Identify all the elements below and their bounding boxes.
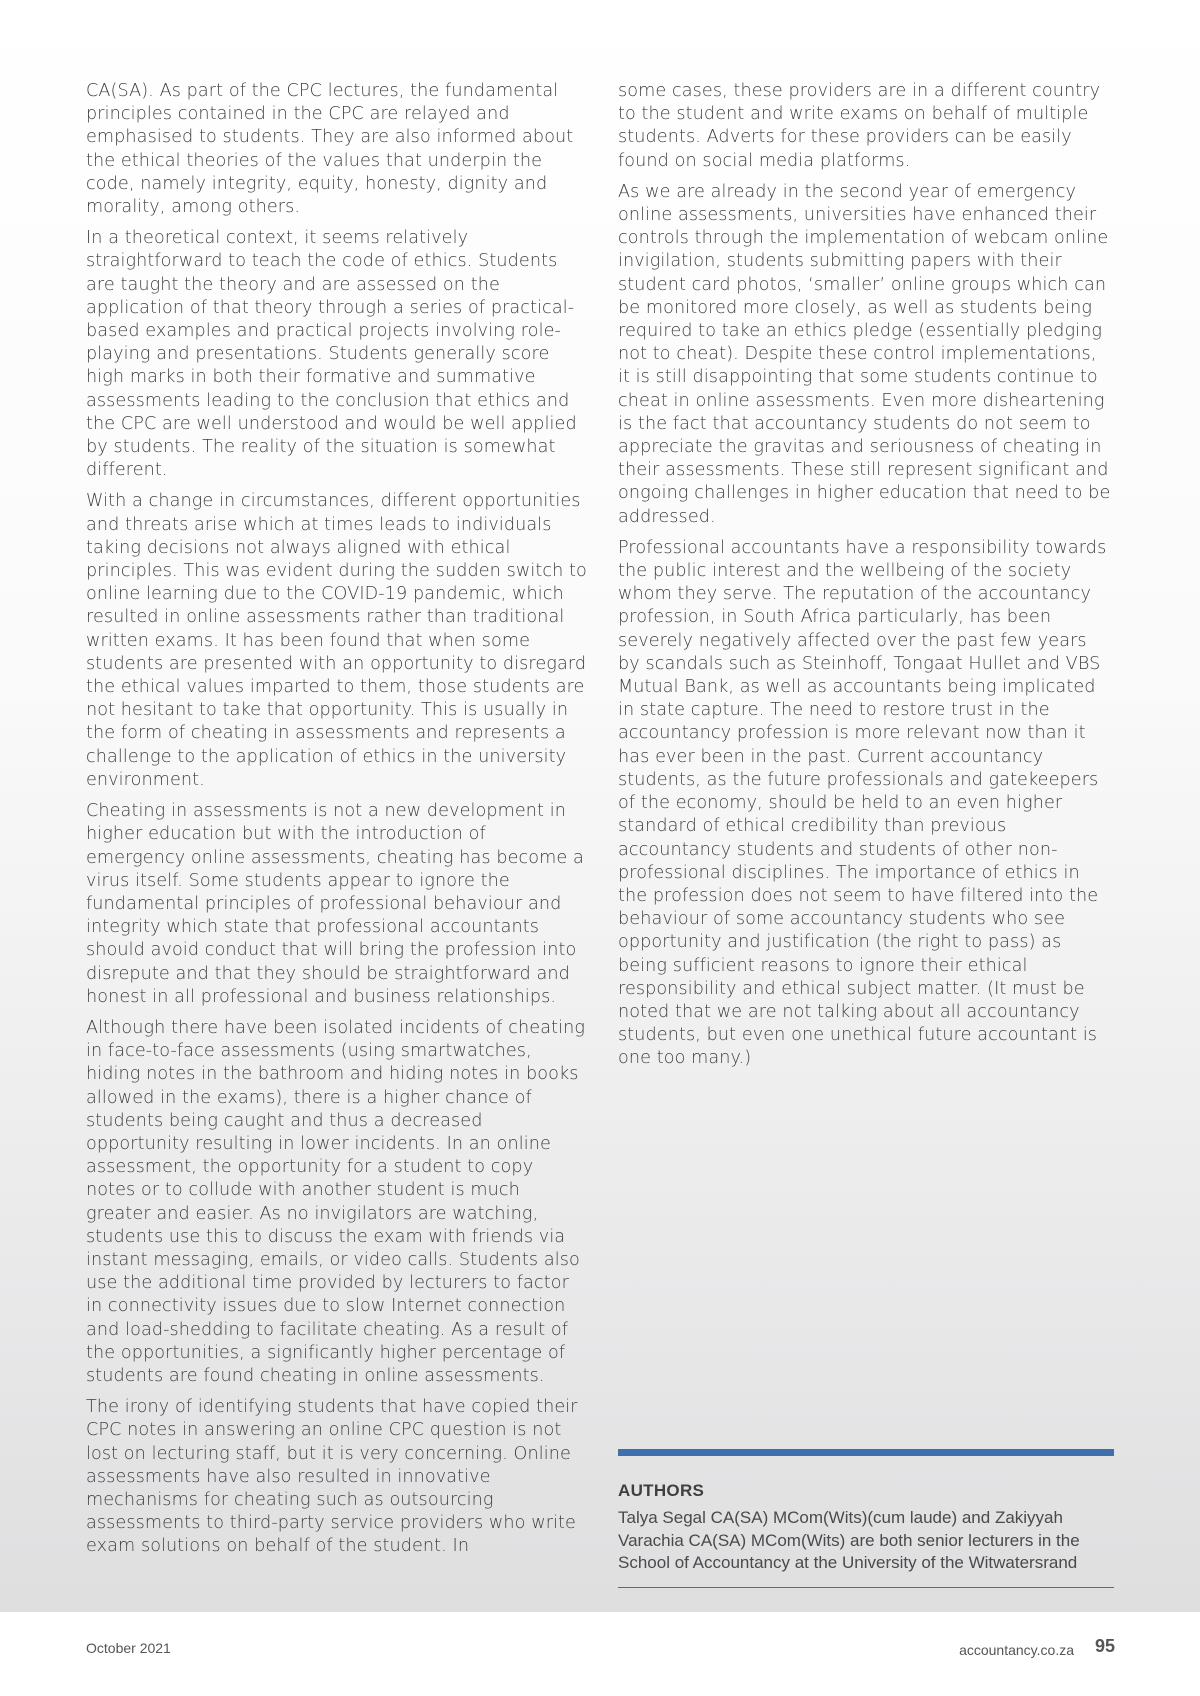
left-paragraph-2: In a theoretical context, it seems relatively straightforward to teach the code of ethics. Students are taught the theory and are assessed on the application of that theory through a series of practical-based examples and practical projects involving role-playing and presentations. Students generally score high marks in both their formative and summative assessments leading to the conclusion that ethics and the CPC are well understood and would be well applied by students. The reality of the situation is somewhat different. — [86, 228, 577, 481]
left-paragraph-5: Although there have been isolated incidents of cheating in face-to-face assessments (using smartwatches, hiding notes in the bathroom and hiding notes in books allowed in the exams), there is a higher chance of students being caught and thus a decreased opportunity resulting in lower incidents. In an online assessment, the opportunity for a student to copy notes or to collude with another student is much greater and easier. As no invigilators are watching, students use this to discuss the exam with friends via instant messaging, emails, or video calls. Students also use the additional time provided by lecturers to factor in connectivity issues due to slow Internet connection and load-shedding to facilitate cheating. As a result of the opportunities, a significantly higher percentage of students are found cheating in online assessments. — [86, 1017, 585, 1386]
authors-top-rule — [618, 1449, 1114, 1456]
left-paragraph-4: Cheating in assessments is not a new development in higher education but with the introduction of emergency online assessments, cheating has become a virus itself. Some students appear to ignore the fundamental principles of professional behaviour and integrity which state that professional accountants should avoid conduct that will bring the profession into disrepute and that they should be straightforward and honest in all professional and business relationships. — [86, 801, 584, 1007]
left-paragraph-1: CA(SA). As part of the CPC lectures, the fundamental principles contained in the CPC are relayed and emphasised to students. They are also informed about the ethical theories of the values that underpin the code, namely integrity, equity, honesty, dignity and morality, among others. — [86, 81, 574, 218]
authors-heading: AUTHORS — [618, 1481, 705, 1500]
left-paragraph-6: The irony of identifying students that have copied their CPC notes in answering an online CPC question is not lost on lecturing staff, but it is very concerning. Online assessments have also resulted in innovative mechanisms for cheating such as outsourcing assessments to third-party service providers who write exam solutions on behalf of the student. In — [86, 1397, 578, 1557]
authors-bottom-rule — [618, 1587, 1114, 1588]
right-paragraph-2: As we are already in the second year of emergency online assessments, universities have enhanced their controls through the implementation of webcam online invigilation, students submitting papers with their student card photos, ‘smaller’ online groups which can be monitored more closely, as well as students being required to take an ethics pledge (essentially pledging not to cheat). Despite these control implementations, it is still disappointing that some students continue to cheat in online assessments. Even more disheartening is the fact that accountancy students do not seem to appreciate the gravitas and seriousness of cheating in their assessments. These still represent significant and ongoing challenges in higher education that need to be addressed. — [618, 181, 1111, 527]
right-column — [618, 80, 1114, 1079]
authors-bio: Talya Segal CA(SA) MCom(Wits)(cum laude) and Zakiyyah Varachia CA(SA) MCom(Wits) are both senior lecturers in the School of Accountancy at the University of the Witwatersrand — [618, 1508, 1080, 1572]
page-footer — [0, 1612, 1200, 1696]
left-paragraph-3: With a change in circumstances, different opportunities and threats arise which at times leads to individuals taking decisions not always aligned with ethical principles. This was evident during the sudden switch to online learning due to the COVID-19 pandemic, which resulted in online assessments rather than traditional written exams. It has been found that when some students are presented with an opportunity to disregard the ethical values imparted to them, those students are not hesitant to take that opportunity. This is usually in the form of cheating in assessments and represents a challenge to the application of ethics in the university environment. — [86, 491, 587, 790]
footer-site-link[interactable]: accountancy.co.za — [959, 1642, 1074, 1658]
right-paragraph-3: Professional accountants have a responsibility towards the public interest and the wellbeing of the society whom they serve. The reputation of the accountancy profession, in South Africa particularly, has been severely negatively affected over the past few years by scandals such as Steinhoff, Tongaat Hullet and VBS Mutual Bank, as well as accountants being implicated in state capture. The need to restore trust in the accountancy profession is more relevant now than it has ever been in the past. Current accountancy students, as the future professionals and gatekeepers of the economy, should be held to an even higher standard of ethical credibility than previous accountancy students and students of other non-professional disciplines. The importance of ethics in the profession does not seem to have filtered into the behaviour of some accountancy students who see opportunity and justification (the right to pass) as being sufficient reasons to ignore their ethical responsibility and ethical subject matter. (It must be noted that we are not talking about all accountancy students, but even one unethical future accountant is one too many.) — [618, 537, 1107, 1069]
authors-box — [618, 1449, 1114, 1588]
footer-date: October 2021 — [86, 1640, 171, 1656]
page-number: 95 — [1094, 1636, 1115, 1656]
right-paragraph-1: some cases, these providers are in a different country to the student and write exams on behalf of multiple students. Adverts for these providers can be easily found on social media platforms. — [618, 81, 1101, 171]
left-column — [86, 80, 588, 1567]
